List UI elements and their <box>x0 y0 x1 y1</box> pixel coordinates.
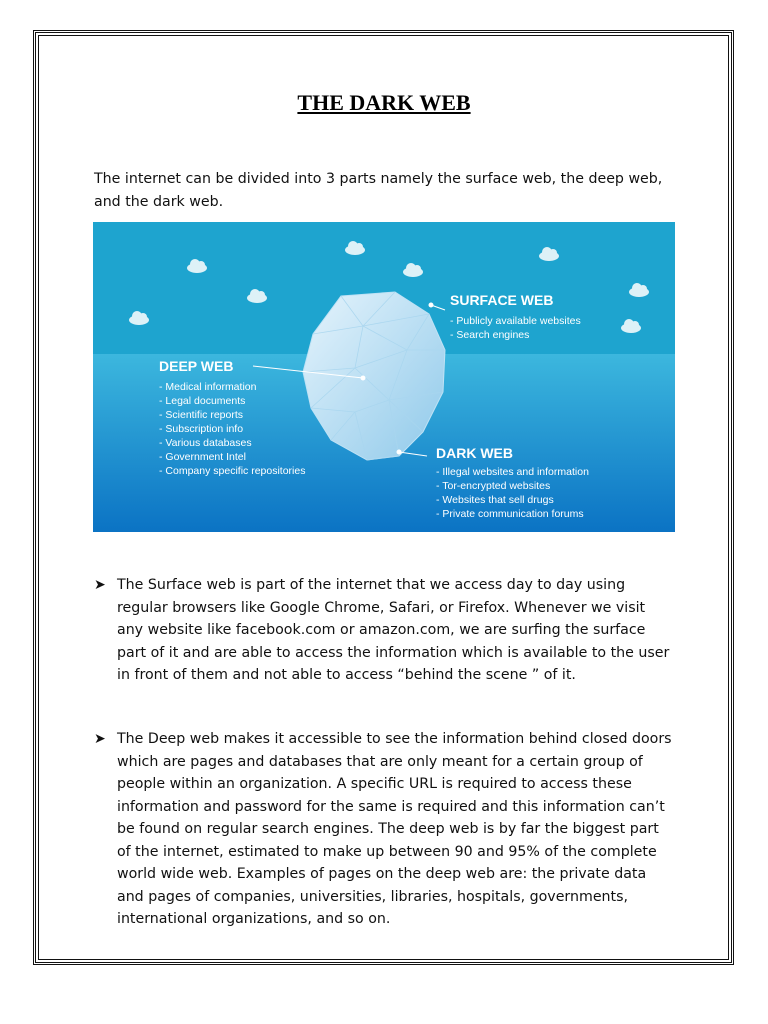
dark-item: - Private communication forums <box>436 508 584 520</box>
surface-item: - Publicly available websites <box>450 315 581 327</box>
bullet-deep-web <box>94 728 674 931</box>
dark-item: - Illegal websites and information <box>436 466 589 478</box>
deep-item: - Subscription info <box>159 423 244 435</box>
dark-item: - Tor-encrypted websites <box>436 480 551 492</box>
deep-item: - Government Intel <box>159 451 246 463</box>
surface-web-heading: SURFACE WEB <box>450 292 554 308</box>
arrow-bullet-icon: ➤ <box>94 731 106 747</box>
iceberg-infographic <box>93 222 675 532</box>
page-title: THE DARK WEB <box>297 90 471 115</box>
deep-item: - Company specific repositories <box>159 465 306 477</box>
bullet-text: The Deep web makes it accessible to see the information behind closed doors which are pages and databases that are only meant for a certain group of people within an organization. A specific URL is required to access these information and password for the same is required and this information can’t be found on regular search engines. The deep web is by far the biggest part of the internet, estimated to make up between 90 and 95% of the complete world wide web. Examples of pages on the deep web are: the private data and pages of companies, universities, libraries, hospitals, governments, international organizations, and so on. <box>117 731 672 927</box>
bullet-text: The Surface web is part of the internet that we access day to day using regular browsers like Google Chrome, Safari, or Firefox. Whenever we visit any website like facebook.com or amazon.com, we are surfing the surface part of it and are able to access the information which is available to the user in front of them and not able to access “behind the scene ” of it. <box>117 577 670 683</box>
bullet-surface-web <box>94 574 674 687</box>
deep-item: - Legal documents <box>159 395 246 407</box>
deep-item: - Medical information <box>159 381 257 393</box>
deep-item: - Various databases <box>159 437 252 449</box>
intro-paragraph: The internet can be divided into 3 parts namely the surface web, the deep web, and the dark web. <box>94 171 663 210</box>
dark-web-heading: DARK WEB <box>436 445 513 461</box>
deep-item: - Scientific reports <box>159 409 244 421</box>
arrow-bullet-icon: ➤ <box>94 577 106 593</box>
deep-web-heading: DEEP WEB <box>159 358 234 374</box>
dark-item: - Websites that sell drugs <box>436 494 554 506</box>
surface-item: - Search engines <box>450 329 530 341</box>
